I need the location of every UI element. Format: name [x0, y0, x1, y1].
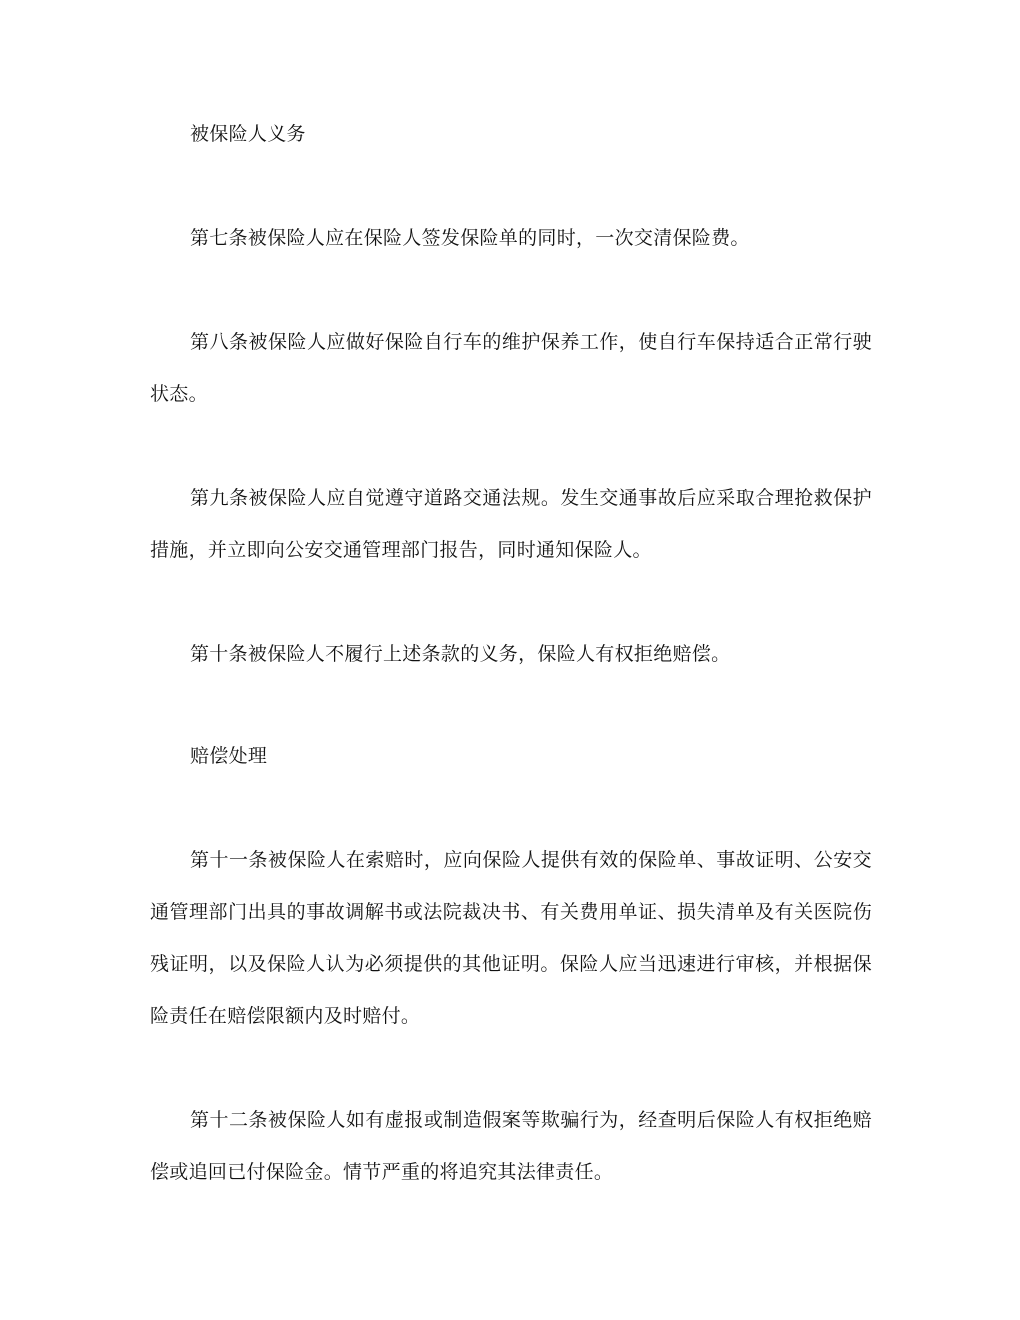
article-9: 第九条被保险人应自觉遵守道路交通法规。发生交通事故后应采取合理抢救保护措施，并立即向公安交通管理部门报告，同时通知保险人。: [150, 487, 872, 561]
section-heading-insured-obligations: 被保险人义务: [190, 123, 306, 145]
article-12: 第十二条被保险人如有虚报或制造假案等欺骗行为，经查明后保险人有权拒绝赔偿或追回已付保险金。情节严重的将追究其法律责任。: [150, 1109, 872, 1183]
article-7: 第七条被保险人应在保险人签发保险单的同时，一次交清保险费。: [190, 227, 750, 249]
article-8: 第八条被保险人应做好保险自行车的维护保养工作，使自行车保持适合正常行驶状态。: [150, 331, 872, 405]
section-heading-claims-handling: 赔偿处理: [190, 745, 268, 767]
article-10: 第十条被保险人不履行上述条款的义务，保险人有权拒绝赔偿。: [190, 643, 731, 665]
article-11: 第十一条被保险人在索赔时，应向保险人提供有效的保险单、事故证明、公安交通管理部门出具的事故调解书或法院裁决书、有关费用单证、损失清单及有关医院伤残证明，以及保险人认为必须提供的其他证明。保险人应当迅速进行审核，并根据保险责任在赔偿限额内及时赔付。: [150, 849, 872, 1027]
